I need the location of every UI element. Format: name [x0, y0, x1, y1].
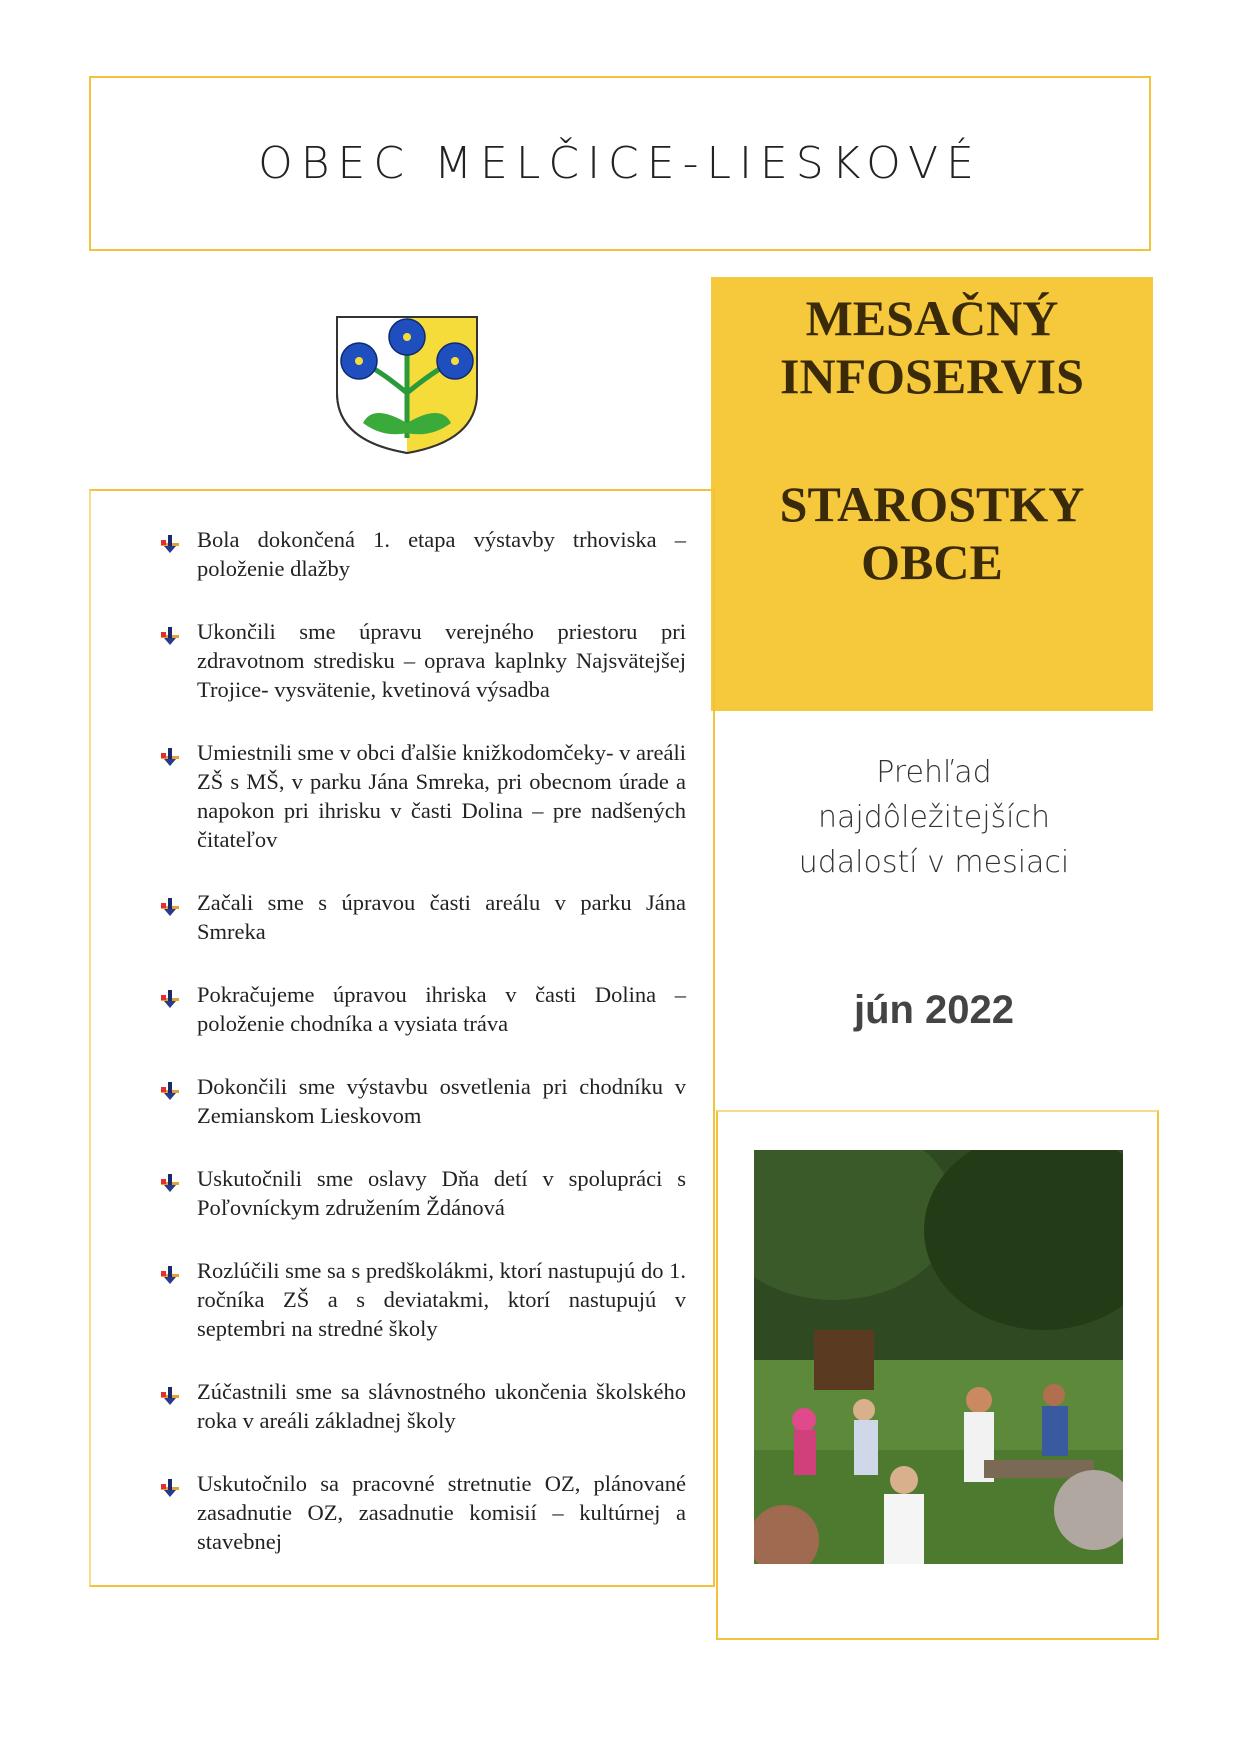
banner-line: INFOSERVIS	[780, 348, 1084, 404]
list-item-text: Dokončili sme výstavbu osvetlenia pri chodníku v Zemianskom Lieskovom	[197, 1074, 686, 1128]
arrow-bullet-icon	[161, 1262, 179, 1280]
arrow-bullet-icon	[161, 623, 179, 641]
subtitle	[716, 750, 1152, 885]
list-item-text: Zúčastnili sme sa slávnostného ukončenia školského roka v areáli základnej školy	[197, 1379, 686, 1433]
banner	[711, 277, 1153, 711]
list-item	[161, 1469, 686, 1556]
list-item-text: Uskutočnilo sa pracovné stretnutie OZ, plánované zasadnutie OZ, zasadnutie komisií – kultúrnej a stavebnej	[197, 1471, 686, 1554]
arrow-bullet-icon	[161, 744, 179, 762]
arrow-bullet-icon	[161, 1475, 179, 1493]
subtitle-line: najdôležitejších	[817, 800, 1051, 835]
list-item-text: Pokračujeme úpravou ihriska v časti Dolina – položenie chodníka a vysiata tráva	[197, 982, 686, 1036]
list-item-text: Bola dokončená 1. etapa výstavby trhoviska – položenie dlažby	[197, 527, 686, 581]
list-item	[161, 980, 686, 1038]
news-list-box	[89, 489, 715, 1587]
arrow-bullet-icon	[161, 1383, 179, 1401]
municipality-title: OBEC MELČICE-LIESKOVÉ	[258, 138, 982, 189]
list-item	[161, 1377, 686, 1435]
list-item	[161, 1256, 686, 1343]
list-item-text: Začali sme s úpravou časti areálu v parku Jána Smreka	[197, 890, 686, 944]
issue-date: jún 2022	[853, 988, 1015, 1032]
list-item	[161, 888, 686, 946]
banner-line: OBCE	[861, 534, 1003, 590]
arrow-bullet-icon	[161, 531, 179, 549]
arrow-bullet-icon	[161, 894, 179, 912]
arrow-bullet-icon	[161, 1170, 179, 1188]
list-item	[161, 525, 686, 583]
list-item	[161, 1072, 686, 1130]
subtitle-line: udalostí v mesiaci	[798, 845, 1070, 880]
banner-line: STAROSTKY	[779, 476, 1085, 532]
coat-of-arms-icon	[333, 313, 481, 457]
arrow-bullet-icon	[161, 1078, 179, 1096]
list-item	[161, 1164, 686, 1222]
list-item-text: Ukončili sme úpravu verejného priestoru pri zdravotnom stredisku – oprava kaplnky Najsvätejšej Trojice- vysvätenie, kvetinová výsadba	[197, 619, 686, 702]
title-box	[89, 76, 1151, 251]
news-list	[161, 525, 686, 1590]
list-item	[161, 617, 686, 704]
banner-line: MESAČNÝ	[805, 290, 1059, 346]
list-item-text: Uskutočnili sme oslavy Dňa detí v spolupráci s Poľovníckym združením Ždánová	[197, 1166, 686, 1220]
photo-box	[716, 1110, 1159, 1640]
list-item	[161, 738, 686, 854]
subtitle-line: Prehľad	[876, 755, 992, 790]
list-item-text: Rozlúčili sme sa s predškolákmi, ktorí nastupujú do 1. ročníka ZŠ a s deviatakmi, ktorí nastupujú v septembri na stredné školy	[197, 1258, 686, 1341]
arrow-bullet-icon	[161, 986, 179, 1004]
event-photo	[754, 1150, 1123, 1564]
list-item-text: Umiestnili sme v obci ďalšie knižkodomčeky- v areáli ZŠ s MŠ, v parku Jána Smreka, pri obecnom úrade a napokon pri ihrisku v časti Dolina – pre nadšených čitateľov	[197, 740, 686, 852]
